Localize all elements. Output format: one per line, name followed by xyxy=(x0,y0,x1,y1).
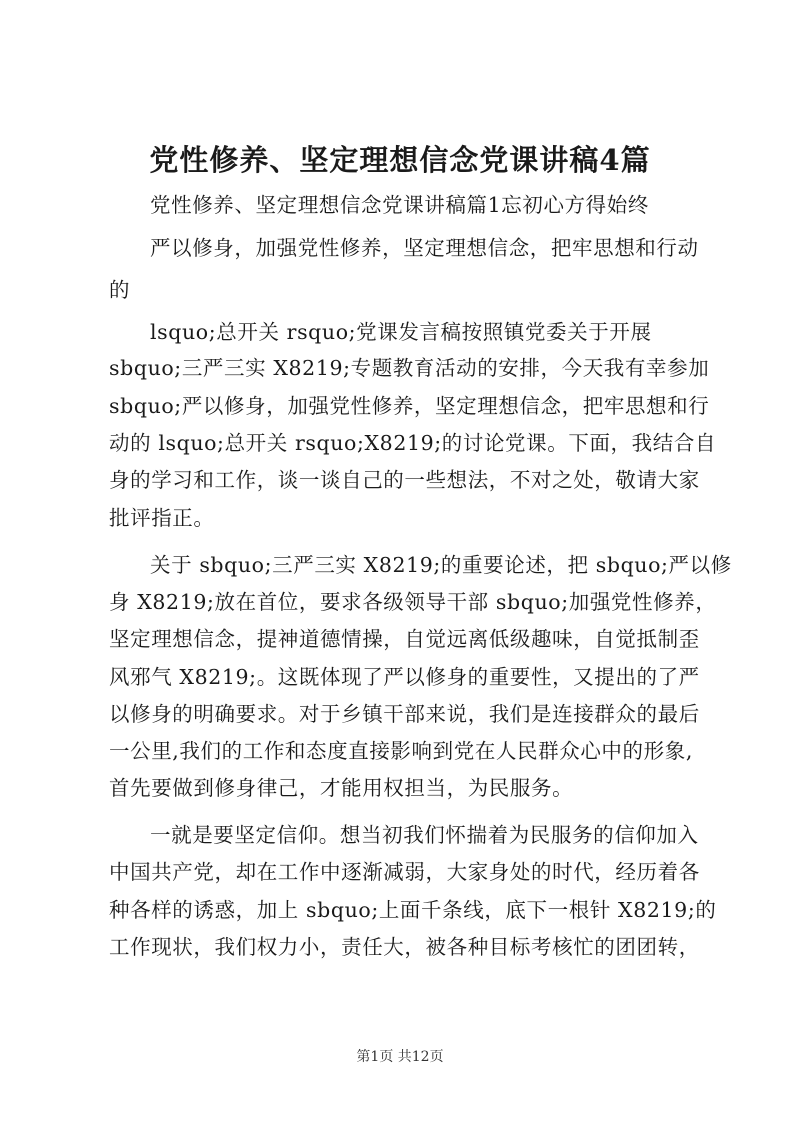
text-line: 严以修身，加强党性修养，坚定理想信念，把牢思想和行动 xyxy=(150,236,699,260)
text-line: 种各样的诱惑，加上 sbquo;上面千条线，底下一根针 X8219;的 xyxy=(109,898,717,922)
text-line: 首先要做到修身律己，才能用权担当，为民服务。 xyxy=(109,776,574,800)
text-line: 工作现状，我们权力小，责任大，被各种目标考核忙的团团转， xyxy=(109,935,700,959)
text-line: 一就是要坚定信仰。想当初我们怀揣着为民服务的信仰加入 xyxy=(150,823,699,847)
text-line: 的 xyxy=(109,278,131,302)
text-line: 动的 lsquo;总开关 rsquo;X8219;的讨论党课。下面，我结合自 xyxy=(109,431,717,455)
text-line: 关于 sbquo;三严三实 X8219;的重要论述，把 sbquo;严以修 xyxy=(150,553,732,577)
text-line: 批评指正。 xyxy=(109,506,215,530)
document-title: 党性修养、坚定理想信念党课讲稿4篇 xyxy=(149,143,651,177)
text-line: 党性修养、坚定理想信念党课讲稿篇1忘初心方得始终 xyxy=(150,193,649,217)
text-line: 中国共产党，却在工作中逐渐减弱，大家身处的时代，经历着各 xyxy=(109,860,700,884)
text-line: 以修身的明确要求。对于乡镇干部来说，我们是连接群众的最后 xyxy=(109,702,700,726)
text-line: lsquo;总开关 rsquo;党课发言稿按照镇党委关于开展 xyxy=(150,320,652,344)
text-line: 风邪气 X8219;。这既体现了严以修身的重要性，又提出的了严 xyxy=(109,665,700,689)
text-line: sbquo;三严三实 X8219;专题教育活动的安排，今天我有幸参加 xyxy=(109,356,710,380)
page-number: 第1页 共12页 xyxy=(356,1049,444,1065)
text-line: 身 X8219;放在首位，要求各级领导干部 sbquo;加强党性修养， xyxy=(109,590,717,614)
text-line: 一公里,我们的工作和态度直接影响到党在人民群众心中的形象, xyxy=(109,739,693,763)
text-line: 身的学习和工作，谈一谈自己的一些想法，不对之处，敬请大家 xyxy=(109,468,700,492)
text-line: 坚定理想信念，提神道德情操，自觉远离低级趣味，自觉抵制歪 xyxy=(109,627,700,651)
text-line: sbquo;严以修身，加强党性修养，坚定理想信念，把牢思想和行 xyxy=(109,394,710,418)
